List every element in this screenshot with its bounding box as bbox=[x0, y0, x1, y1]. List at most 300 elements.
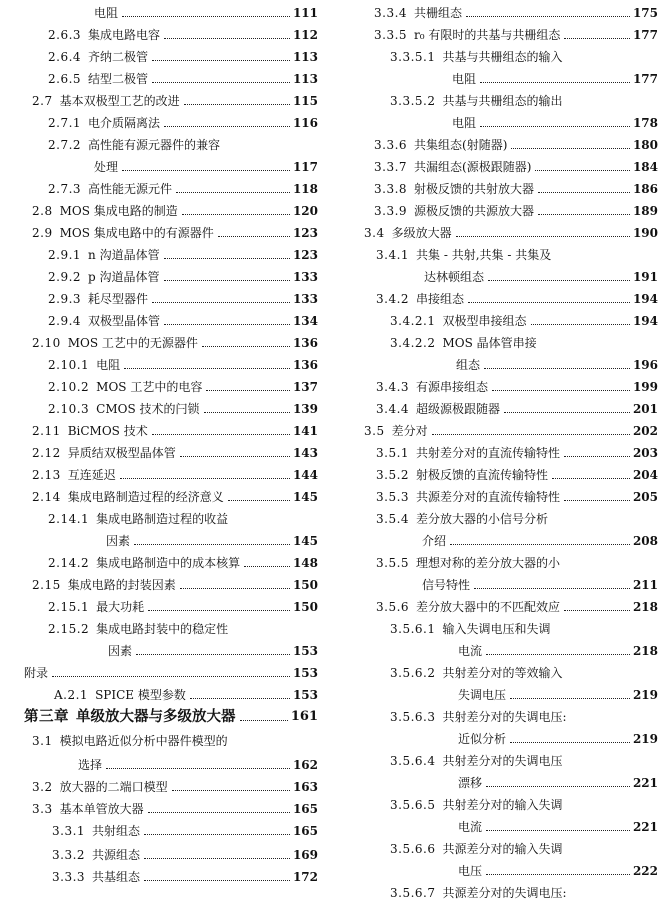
toc-entry[interactable] bbox=[48, 352, 318, 372]
page-number: 218 bbox=[632, 600, 658, 614]
section-title: 共基组态 bbox=[92, 870, 141, 884]
section-number: 3.3.5 bbox=[374, 28, 408, 42]
section-number: 2.9 bbox=[32, 226, 53, 240]
section-number: 3.5.3 bbox=[376, 490, 410, 504]
section-title: 共集组态(射随器) bbox=[414, 138, 508, 152]
section-number: 2.11 bbox=[32, 424, 61, 438]
toc-entry[interactable] bbox=[458, 682, 658, 702]
section-number: 2.10.2 bbox=[48, 380, 90, 394]
section-title: 高性能无源元件 bbox=[88, 182, 173, 196]
toc-entry[interactable] bbox=[424, 264, 658, 284]
section-title: 近似分析 bbox=[458, 732, 507, 746]
section-number: 3.1 bbox=[32, 734, 53, 748]
toc-entry[interactable] bbox=[376, 484, 658, 504]
toc-entry[interactable] bbox=[452, 110, 658, 130]
section-number: 3.3.7 bbox=[374, 160, 408, 174]
toc-entry[interactable] bbox=[458, 638, 658, 658]
page-number: 172 bbox=[292, 870, 318, 884]
toc-entry[interactable] bbox=[32, 418, 318, 438]
section-number: 3.3.9 bbox=[374, 204, 408, 218]
section-number: 3.5.6.3 bbox=[390, 710, 436, 724]
toc-entry[interactable] bbox=[390, 748, 658, 768]
section-number: 3.5.6.7 bbox=[390, 886, 436, 900]
toc-entry[interactable] bbox=[458, 726, 658, 746]
toc-entry[interactable] bbox=[374, 198, 658, 218]
dot-leader bbox=[228, 500, 290, 501]
dot-leader bbox=[244, 566, 290, 567]
section-title: 共基与共栅组态的输入 bbox=[442, 50, 563, 64]
toc-entry[interactable] bbox=[48, 594, 318, 614]
section-title: 射极反馈的共射放大器 bbox=[414, 182, 535, 196]
toc-entry[interactable] bbox=[48, 308, 318, 328]
page-number: 219 bbox=[632, 732, 658, 746]
toc-entry[interactable] bbox=[376, 594, 658, 614]
toc-entry[interactable] bbox=[54, 682, 318, 702]
section-title: 漂移 bbox=[458, 776, 483, 790]
page-number: 221 bbox=[632, 820, 658, 834]
page-number: 190 bbox=[632, 226, 658, 240]
section-title: 共射差分对的直流传输特性 bbox=[416, 446, 561, 460]
dot-leader bbox=[480, 82, 630, 83]
section-title: 共源差分对的直流传输特性 bbox=[416, 490, 561, 504]
section-number: 2.6.3 bbox=[48, 28, 82, 42]
dot-leader bbox=[480, 126, 630, 127]
section-title: 电流 bbox=[458, 820, 483, 834]
toc-entry[interactable] bbox=[48, 396, 318, 416]
page-number: 202 bbox=[632, 424, 658, 438]
section-title: 共漏组态(源极跟随器) bbox=[414, 160, 532, 174]
dot-leader bbox=[486, 874, 630, 875]
toc-entry[interactable] bbox=[48, 286, 318, 306]
dot-leader bbox=[164, 258, 290, 259]
toc-entry[interactable] bbox=[52, 864, 318, 884]
toc-entry[interactable] bbox=[48, 176, 318, 196]
toc-entry[interactable] bbox=[364, 418, 658, 438]
section-title: 异质结双极型晶体管 bbox=[67, 446, 176, 460]
section-number: 3.3 bbox=[32, 802, 53, 816]
section-title: 电流 bbox=[458, 644, 483, 658]
dot-leader bbox=[504, 412, 630, 413]
section-number: 3.4.1 bbox=[376, 248, 410, 262]
section-title: 因素 bbox=[106, 534, 131, 548]
page-number: 145 bbox=[292, 490, 318, 504]
toc-entry[interactable] bbox=[48, 506, 318, 526]
page-number: 144 bbox=[292, 468, 318, 482]
toc-entry[interactable] bbox=[108, 638, 318, 658]
page-number: 175 bbox=[632, 6, 658, 20]
toc-entry[interactable] bbox=[32, 462, 318, 482]
dot-leader bbox=[432, 434, 630, 435]
toc-entry[interactable] bbox=[32, 440, 318, 460]
section-number: 2.9.4 bbox=[48, 314, 82, 328]
dot-leader bbox=[564, 610, 630, 611]
section-title: 差分放大器中的不匹配效应 bbox=[416, 600, 561, 614]
section-title: 串接组态 bbox=[416, 292, 465, 306]
section-title: 集成电路的封装因素 bbox=[67, 578, 176, 592]
toc-entry[interactable] bbox=[376, 396, 658, 416]
toc-entry[interactable] bbox=[376, 242, 658, 262]
section-title: 电介质隔离法 bbox=[88, 116, 161, 130]
page-number: 208 bbox=[632, 534, 658, 548]
toc-entry[interactable] bbox=[48, 44, 318, 64]
section-number: 3.5.6.5 bbox=[390, 798, 436, 812]
section-title: 共集 - 共射,共集 - 共集及 bbox=[416, 248, 552, 262]
section-title: 共射组态 bbox=[92, 824, 141, 838]
dot-leader bbox=[488, 280, 630, 281]
dot-leader bbox=[538, 214, 630, 215]
toc-entry[interactable] bbox=[376, 440, 658, 460]
section-number: 3.5.6.2 bbox=[390, 666, 436, 680]
page-number: 205 bbox=[632, 490, 658, 504]
section-title: 共射差分对的失调电压: bbox=[442, 710, 567, 724]
section-title: 电压 bbox=[458, 864, 483, 878]
dot-leader bbox=[182, 214, 290, 215]
toc-entry[interactable] bbox=[390, 88, 658, 108]
page-number: 141 bbox=[292, 424, 318, 438]
section-number: 3.5.6.1 bbox=[390, 622, 436, 636]
section-title: 结型二极管 bbox=[88, 72, 149, 86]
toc-entry[interactable] bbox=[390, 792, 658, 812]
page-number: 165 bbox=[292, 824, 318, 838]
page-number: 169 bbox=[292, 848, 318, 862]
page-number: 194 bbox=[632, 292, 658, 306]
dot-leader bbox=[510, 742, 630, 743]
toc-entry[interactable] bbox=[106, 528, 318, 548]
section-title: 电阻 bbox=[452, 116, 477, 130]
page-number: 145 bbox=[292, 534, 318, 548]
section-title: 差分对 bbox=[391, 424, 428, 438]
section-number: 3.4.2 bbox=[376, 292, 410, 306]
page-number: 180 bbox=[632, 138, 658, 152]
page-number: 150 bbox=[292, 600, 318, 614]
section-title: 超级源极跟随器 bbox=[416, 402, 501, 416]
toc-entry[interactable] bbox=[374, 0, 658, 20]
toc-entry[interactable] bbox=[48, 374, 318, 394]
section-number: 2.7.3 bbox=[48, 182, 82, 196]
section-title: 电阻 bbox=[96, 358, 121, 372]
dot-leader bbox=[106, 768, 290, 769]
toc-entry[interactable] bbox=[48, 264, 318, 284]
dot-leader bbox=[164, 38, 290, 39]
toc-entry[interactable] bbox=[94, 154, 318, 174]
section-title: 处理 bbox=[94, 160, 119, 174]
page-number: 150 bbox=[292, 578, 318, 592]
page-number: 203 bbox=[632, 446, 658, 460]
section-title: 组态 bbox=[456, 358, 481, 372]
toc-entry[interactable] bbox=[32, 572, 318, 592]
section-title: 集成电路制造过程的经济意义 bbox=[67, 490, 224, 504]
toc-entry[interactable] bbox=[78, 752, 318, 772]
toc-entry[interactable] bbox=[52, 818, 318, 838]
section-number: 3.4.2.2 bbox=[390, 336, 436, 350]
section-number: 3.4 bbox=[364, 226, 385, 240]
toc-entry[interactable] bbox=[376, 462, 658, 482]
section-number: 3.4.2.1 bbox=[390, 314, 436, 328]
page-number: 194 bbox=[632, 314, 658, 328]
dot-leader bbox=[564, 38, 630, 39]
section-number: 2.9.3 bbox=[48, 292, 82, 306]
section-title: 信号特性 bbox=[422, 578, 471, 592]
page-number: 153 bbox=[292, 688, 318, 702]
toc-entry[interactable] bbox=[48, 132, 318, 152]
section-number: 3.5.6.4 bbox=[390, 754, 436, 768]
section-title: p 沟道晶体管 bbox=[88, 270, 160, 284]
section-title: 共栅组态 bbox=[414, 6, 463, 20]
dot-leader bbox=[134, 544, 290, 545]
toc-entry[interactable] bbox=[48, 616, 318, 636]
section-number: A.2.1 bbox=[54, 688, 89, 702]
dot-leader bbox=[190, 698, 290, 699]
section-title: SPICE 模型参数 bbox=[95, 688, 186, 702]
toc-entry[interactable] bbox=[32, 796, 318, 816]
toc-entry[interactable] bbox=[458, 770, 658, 790]
section-title: 有源串接组态 bbox=[416, 380, 489, 394]
dot-leader bbox=[510, 698, 630, 699]
page-number: 134 bbox=[292, 314, 318, 328]
toc-entry[interactable] bbox=[32, 88, 318, 108]
section-number: 2.7.2 bbox=[48, 138, 82, 152]
section-title: 最大功耗 bbox=[96, 600, 145, 614]
toc-entry[interactable] bbox=[456, 352, 658, 372]
section-title: 失调电压 bbox=[458, 688, 507, 702]
section-number: 2.10.1 bbox=[48, 358, 90, 372]
section-title: 因素 bbox=[108, 644, 133, 658]
dot-leader bbox=[486, 786, 630, 787]
page-number: 177 bbox=[632, 28, 658, 42]
dot-leader bbox=[164, 324, 290, 325]
page-number: 162 bbox=[292, 758, 318, 772]
dot-leader bbox=[484, 368, 630, 369]
section-title: 共源差分对的输入失调 bbox=[442, 842, 563, 856]
dot-leader bbox=[486, 830, 630, 831]
page-number: 113 bbox=[292, 72, 318, 86]
page-number: 189 bbox=[632, 204, 658, 218]
section-title: r₀ 有限时的共基与共栅组态 bbox=[414, 28, 561, 42]
toc-entry[interactable] bbox=[390, 660, 658, 680]
page-number: 117 bbox=[292, 160, 318, 174]
toc-entry[interactable] bbox=[32, 330, 318, 350]
section-number: 3.3.5.1 bbox=[390, 50, 436, 64]
toc-entry[interactable] bbox=[452, 66, 658, 86]
section-number: 3.5.6.6 bbox=[390, 842, 436, 856]
section-number: 3.3.6 bbox=[374, 138, 408, 152]
section-number: 3.4.4 bbox=[376, 402, 410, 416]
toc-entry[interactable] bbox=[390, 308, 658, 328]
section-title: 电阻 bbox=[452, 72, 477, 86]
toc-entry[interactable] bbox=[94, 0, 318, 20]
toc-entry[interactable] bbox=[374, 132, 658, 152]
section-title: 互连延迟 bbox=[67, 468, 116, 482]
section-title: 高性能有源元器件的兼容 bbox=[88, 138, 221, 152]
toc-entry[interactable] bbox=[376, 286, 658, 306]
toc-entry[interactable] bbox=[48, 242, 318, 262]
toc-entry[interactable] bbox=[32, 728, 318, 748]
section-title: 集成电路封装中的稳定性 bbox=[96, 622, 229, 636]
page-number: 153 bbox=[292, 666, 318, 680]
toc-entry[interactable] bbox=[32, 220, 318, 240]
dot-leader bbox=[468, 302, 630, 303]
section-title: 单级放大器与多级放大器 bbox=[76, 708, 236, 725]
section-number: 3.3.4 bbox=[374, 6, 408, 20]
dot-leader bbox=[535, 170, 630, 171]
page-number: 191 bbox=[632, 270, 658, 284]
page-number: 221 bbox=[632, 776, 658, 790]
dot-leader bbox=[136, 654, 290, 655]
toc-chapter-entry[interactable] bbox=[24, 704, 318, 724]
page-number: 133 bbox=[292, 292, 318, 306]
dot-leader bbox=[164, 280, 290, 281]
section-title: MOS 工艺中的无源器件 bbox=[67, 336, 198, 350]
section-title: 基本单管放大器 bbox=[59, 802, 144, 816]
page-number: 201 bbox=[632, 402, 658, 416]
dot-leader bbox=[204, 412, 290, 413]
toc-entry[interactable] bbox=[390, 880, 658, 900]
toc-entry[interactable] bbox=[376, 374, 658, 394]
section-title: 齐纳二极管 bbox=[88, 50, 149, 64]
toc-entry[interactable] bbox=[52, 842, 318, 862]
dot-leader bbox=[184, 104, 290, 105]
toc-entry[interactable] bbox=[48, 110, 318, 130]
section-title: MOS 集成电路的制造 bbox=[59, 204, 178, 218]
section-title: 集成电路制造过程的收益 bbox=[96, 512, 229, 526]
page-number: 196 bbox=[632, 358, 658, 372]
toc-entry[interactable] bbox=[374, 154, 658, 174]
toc-entry[interactable] bbox=[376, 506, 658, 526]
toc-entry[interactable] bbox=[390, 44, 658, 64]
dot-leader bbox=[564, 500, 630, 501]
page-number: 115 bbox=[292, 94, 318, 108]
dot-leader bbox=[531, 324, 630, 325]
page-number: 112 bbox=[292, 28, 318, 42]
section-title: 选择 bbox=[78, 758, 103, 772]
dot-leader bbox=[122, 16, 290, 17]
toc-entry[interactable] bbox=[374, 22, 658, 42]
page-number: 222 bbox=[632, 864, 658, 878]
section-number: 3.5 bbox=[364, 424, 385, 438]
dot-leader bbox=[492, 390, 630, 391]
section-number: 2.15 bbox=[32, 578, 61, 592]
toc-entry[interactable] bbox=[458, 858, 658, 878]
section-number: 2.14.2 bbox=[48, 556, 90, 570]
dot-leader bbox=[172, 790, 290, 791]
section-title: 共射差分对的等效输入 bbox=[442, 666, 563, 680]
page-number: 111 bbox=[292, 6, 318, 20]
section-number: 2.6.4 bbox=[48, 50, 82, 64]
dot-leader bbox=[144, 880, 290, 881]
section-title: 附录 bbox=[24, 666, 49, 680]
dot-leader bbox=[122, 170, 290, 171]
section-number: 3.5.1 bbox=[376, 446, 410, 460]
section-number: 3.5.6 bbox=[376, 600, 410, 614]
section-number: 第三章 bbox=[24, 708, 69, 725]
section-number: 3.5.5 bbox=[376, 556, 410, 570]
section-title: 耗尽型器件 bbox=[88, 292, 149, 306]
section-title: 集成电路制造中的成本核算 bbox=[96, 556, 241, 570]
dot-leader bbox=[218, 236, 290, 237]
toc-entry[interactable] bbox=[48, 66, 318, 86]
section-number: 3.4.3 bbox=[376, 380, 410, 394]
section-title: MOS 集成电路中的有源器件 bbox=[59, 226, 214, 240]
section-number: 2.7 bbox=[32, 94, 53, 108]
dot-leader bbox=[206, 390, 290, 391]
toc-entry[interactable] bbox=[376, 550, 658, 570]
toc-entry[interactable] bbox=[32, 198, 318, 218]
page-number: 186 bbox=[632, 182, 658, 196]
toc-entry[interactable] bbox=[390, 616, 658, 636]
section-number: 2.13 bbox=[32, 468, 61, 482]
dot-leader bbox=[538, 192, 630, 193]
section-title: MOS 工艺中的电容 bbox=[96, 380, 203, 394]
section-number: 2.7.1 bbox=[48, 116, 82, 130]
dot-leader bbox=[144, 834, 290, 835]
toc-entry[interactable] bbox=[32, 484, 318, 504]
dot-leader bbox=[450, 544, 630, 545]
page-number: 137 bbox=[292, 380, 318, 394]
section-number: 3.3.2 bbox=[52, 848, 86, 862]
section-title: 共基与共栅组态的输出 bbox=[442, 94, 563, 108]
toc-entry[interactable] bbox=[364, 220, 658, 240]
page-number: 153 bbox=[292, 644, 318, 658]
section-title: 模拟电路近似分析中器件模型的 bbox=[59, 734, 228, 748]
toc-entry[interactable] bbox=[390, 330, 658, 350]
section-number: 2.6.5 bbox=[48, 72, 82, 86]
page-number: 133 bbox=[292, 270, 318, 284]
toc-entry[interactable] bbox=[458, 814, 658, 834]
dot-leader bbox=[148, 812, 290, 813]
dot-leader bbox=[202, 346, 290, 347]
dot-leader bbox=[180, 456, 290, 457]
page-number: 123 bbox=[292, 248, 318, 262]
section-number: 2.9.2 bbox=[48, 270, 82, 284]
toc-entry[interactable] bbox=[24, 660, 318, 680]
section-number: 3.3.1 bbox=[52, 824, 86, 838]
section-title: 输入失调电压和失调 bbox=[442, 622, 551, 636]
section-title: CMOS 技术的闩锁 bbox=[96, 402, 200, 416]
dot-leader bbox=[152, 60, 290, 61]
toc-entry[interactable] bbox=[32, 774, 318, 794]
dot-leader bbox=[486, 654, 630, 655]
section-number: 3.5.4 bbox=[376, 512, 410, 526]
dot-leader bbox=[152, 82, 290, 83]
section-number: 2.14 bbox=[32, 490, 61, 504]
page-number: 163 bbox=[292, 780, 318, 794]
section-title: n 沟道晶体管 bbox=[88, 248, 160, 262]
section-title: MOS 晶体管串接 bbox=[442, 336, 537, 350]
section-title: 差分放大器的小信号分析 bbox=[416, 512, 549, 526]
dot-leader bbox=[120, 478, 290, 479]
section-number: 2.12 bbox=[32, 446, 61, 460]
dot-leader bbox=[144, 858, 290, 859]
page-number: 178 bbox=[632, 116, 658, 130]
section-number: 2.8 bbox=[32, 204, 53, 218]
dot-leader bbox=[164, 126, 290, 127]
toc-entry[interactable] bbox=[422, 528, 658, 548]
toc-entry[interactable] bbox=[48, 22, 318, 42]
toc-entry[interactable] bbox=[390, 704, 658, 724]
dot-leader bbox=[148, 610, 290, 611]
toc-entry[interactable] bbox=[422, 572, 658, 592]
page-number: 136 bbox=[292, 358, 318, 372]
toc-entry[interactable] bbox=[374, 176, 658, 196]
toc-entry[interactable] bbox=[48, 550, 318, 570]
dot-leader bbox=[456, 236, 630, 237]
page-number: 136 bbox=[292, 336, 318, 350]
dot-leader bbox=[466, 16, 630, 17]
section-title: 双极型晶体管 bbox=[88, 314, 161, 328]
page-number: 165 bbox=[292, 802, 318, 816]
section-number: 2.14.1 bbox=[48, 512, 90, 526]
toc-entry[interactable] bbox=[390, 836, 658, 856]
